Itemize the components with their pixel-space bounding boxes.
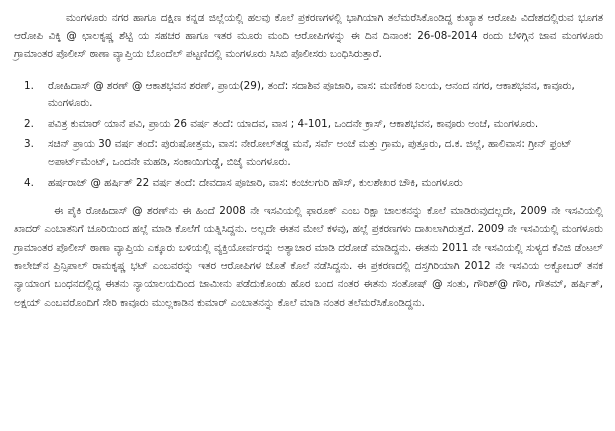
list-item xyxy=(14,175,603,193)
intro-paragraph: ಮಂಗಳೂರು ನಗರ ಹಾಗೂ ದಕ್ಷಿಣ ಕನ್ನಡ ಜಿಲ್ಲೆಯಲ್ಲಿ ಹಲವು ಕೊಲೆ ಪ್ರಕರಣಗಳಲ್ಲಿ ಭಾಗಿಯಾಗಿ ತಲೆಮರೆಸಿಕೊಂಡಿದ್ದ ಕುಖ್ಯಾತ ಆರೋಪಿ ವಿದೇಶದಲ್ಲಿರುವ ಭೂಗತ ಆರೋಪಿ ವಿಕ್ಕಿ @ ಛಾಲಕೃಷ್ಣ ಶೆಟ್ಟಿ ಯ ಸಹಚರ ಹಾಗೂ ಇತರ ಮೂರು ಮಂದಿ ಆರೋಪಿಗಳನ್ನು ಈ ದಿನ ದಿನಾಂಕ: 26-08-2014 ರಂದು ಬೆಳಿಗ್ಗಿನ ಜಾವ ಮಂಗಳೂರು ಗ್ರಾಮಾಂತರ ಪೊಲೀಸ್ ಠಾಣಾ ವ್ಯಾಪ್ತಿಯ ಬೊಂದೆಲ್ ಪಟ್ಟಣಿದಲ್ಲಿ ಮಂಗಳೂರು ಸಿಸಿಬಿ ಪೊಲೀಸರು ಬಂಧಿಸಿರುತ್ತಾರೆ. xyxy=(14,12,603,61)
list-item-number: 4. xyxy=(24,176,34,189)
list-item-number: 3. xyxy=(24,138,34,151)
list-item-text: ರೋಹಿದಾಸ್ @ ಶರಣ್ @ ಆಕಾಶಭವನ ಶರಣ್, ಪ್ರಾಯ(29), ತಂದೆ: ಸದಾಶಿವ ಪೂಜಾರಿ, ವಾಸ: ಮಣಿಕಂಠ ನಿಲಯ, ಆನಂದ ನಗರ, ಆಕಾಶಭವನ, ಕಾವೂರು, ಮಂಗಳೂರು. xyxy=(48,79,575,110)
list-item-text: ಹರ್ಷರಾಜ್ @ ಹರ್ಷಿತ್ 22 ವರ್ಷ ತಂದೆ: ದೇವದಾಸ ಪೂಜಾರಿ, ವಾಸ: ಕಂಚಲಗುರಿ ಹೌಸ್, ಕುಲಶೇಖರ ಚೌಕಿ, ಮಂಗಳೂರು xyxy=(48,176,463,189)
list-item-text: ಪವಿತ್ರ ಕುಮಾರ್ ಯಾನೆ ಪವಿ, ಪ್ರಾಯ 26 ವರ್ಷ ತಂದೆ: ಯಾದವ, ವಾಸ ; 4-101, ಒಂದನೇ ಕ್ರಾಸ್, ಆಕಾಶಭವನ, ಕಾವೂರು ಅಂಚೆ, ಮಂಗಳೂರು. xyxy=(48,117,539,130)
accused-list xyxy=(14,78,603,193)
body-paragraph: ಈ ಪೈಕಿ ರೋಹಿದಾಸ್ @ ಶರಣ್‌ನು ಈ ಹಿಂದೆ 2008 ನೇ ಇಸವಿಯಲ್ಲಿ ಫಾರೂಕ್ ಎಂಬ ರಿಕ್ಷಾ ಚಾಲಕನನ್ನು ಕೊಲೆ ಮಾಡಿರುವುದಲ್ಲದೇ, 2009 ನೇ ಇಸವಿಯಲ್ಲಿ ಖಾದರ್ ಎಂಬಾತನಿಗೆ ಚೂರಿಯಿಂದ ಹಲ್ಲೆ ಮಾಡಿ ಕೊಲೆಗೆ ಯತ್ನಿಸಿದ್ದನು. ಅಲ್ಲದೇ ಈತನ ಮೇಲೆ ಕಳವು, ಹಲ್ಲೆ ಪ್ರಕರಣಗಳು ದಾಖಲಾಗಿರುತ್ತದೆ. 2009 ನೇ ಇಸವಿಯಲ್ಲಿ ಮಂಗಳೂರು ಗ್ರಾಮಾಂತರ ಪೊಲೀಸ್ ಠಾಣಾ ವ್ಯಾಪ್ತಿಯ ಎಕ್ಕೂರು ಬಳಿಯಲ್ಲಿ ವ್ಯಕ್ತಿಯೋರ್ವರನ್ನು ಅತ್ಯಾಚಾರ ಮಾಡಿ ದರೋಡೆ ಮಾಡಿದ್ದನು. ಈತನು 2011 ನೇ ಇಸವಿಯಲ್ಲಿ ಸುಳ್ಯದ ಕೆವಿಜಿ ಡೆಂಟಲ್ ಕಾಲೇಜ್‌ನ ಪ್ರಿನ್ಸಿಪಾಲ್ ರಾಮಕೃಷ್ಣ ಭಟ್ ಎಂಬವರನ್ನು ಇತರ ಆರೋಪಿಗಳ ಜೊತೆ ಕೊಲೆ ನಡೆಸಿದ್ದನು. ಈ ಪ್ರಕರಣದಲ್ಲಿ ದಸ್ತಗಿರಿಯಾಗಿ 2012 ನೇ ಇಸವಿಯ ಅಕ್ಟೋಬರ್ ತನಕ ನ್ಯಾಯಾಂಗ ಬಂಧನದಲ್ಲಿದ್ದ ಈತನು ನ್ಯಾಯಾಲಯದಿಂದ ಜಾಮೀನು ಪಡೆದುಕೊಂಡು ಹೊರ ಬಂದ ನಂತರ ಈತನು ಸಂತೋಷ್ @ ಸಂತು, ಗೌರಿಶ್@ ಗೌರಿ, ಗೌತಮ್, ಹರ್ಷಿತ್, ಅಕ್ಷಯ್ ಎಂಬವರೊಂದಿಗೆ ಸೇರಿ ಕಾವೂರು ಮುಲ್ಲಕಾಡಿನ ಕುಮಾರ್ ಎಂಬಾತನನ್ನು ಕೊಲೆ ಮಾಡಿ ನಂತರ ತಲೆಮರೆಸಿಕೊಂಡಿದ್ದನು. xyxy=(14,205,603,309)
list-item-number: 2. xyxy=(24,117,34,130)
list-item xyxy=(14,136,603,171)
list-item-number: 1. xyxy=(24,79,34,92)
list-item xyxy=(14,116,603,134)
list-item-text: ಸಚಿನ್ ಪ್ರಾಯ 30 ವರ್ಷ ತಂದೆ: ಪುರುಷೋತ್ತಮ, ವಾಸ: ನೇರೋಲ್‌ತಡ್ಡ ಮನೆ, ಸರ್ವೆ ಅಂಚೆ ಮತ್ತು ಗ್ರಾಮ, ಪುತ್ತೂರು, ದ.ಕ. ಜಿಲ್ಲೆ, ಹಾಲಿವಾಸ: ಗ್ರೀನ್ ಫ್ರಂಟ್ ಅಪಾರ್ಟ್‌ಮೆಂಟ್, ಒಂದನೇ ಮಹಡಿ, ಸಂಕಾಯಿಗುಡ್ಡೆ, ಬಿಜೈ ಮಂಗಳೂರು. xyxy=(48,138,572,168)
list-item xyxy=(14,78,603,113)
